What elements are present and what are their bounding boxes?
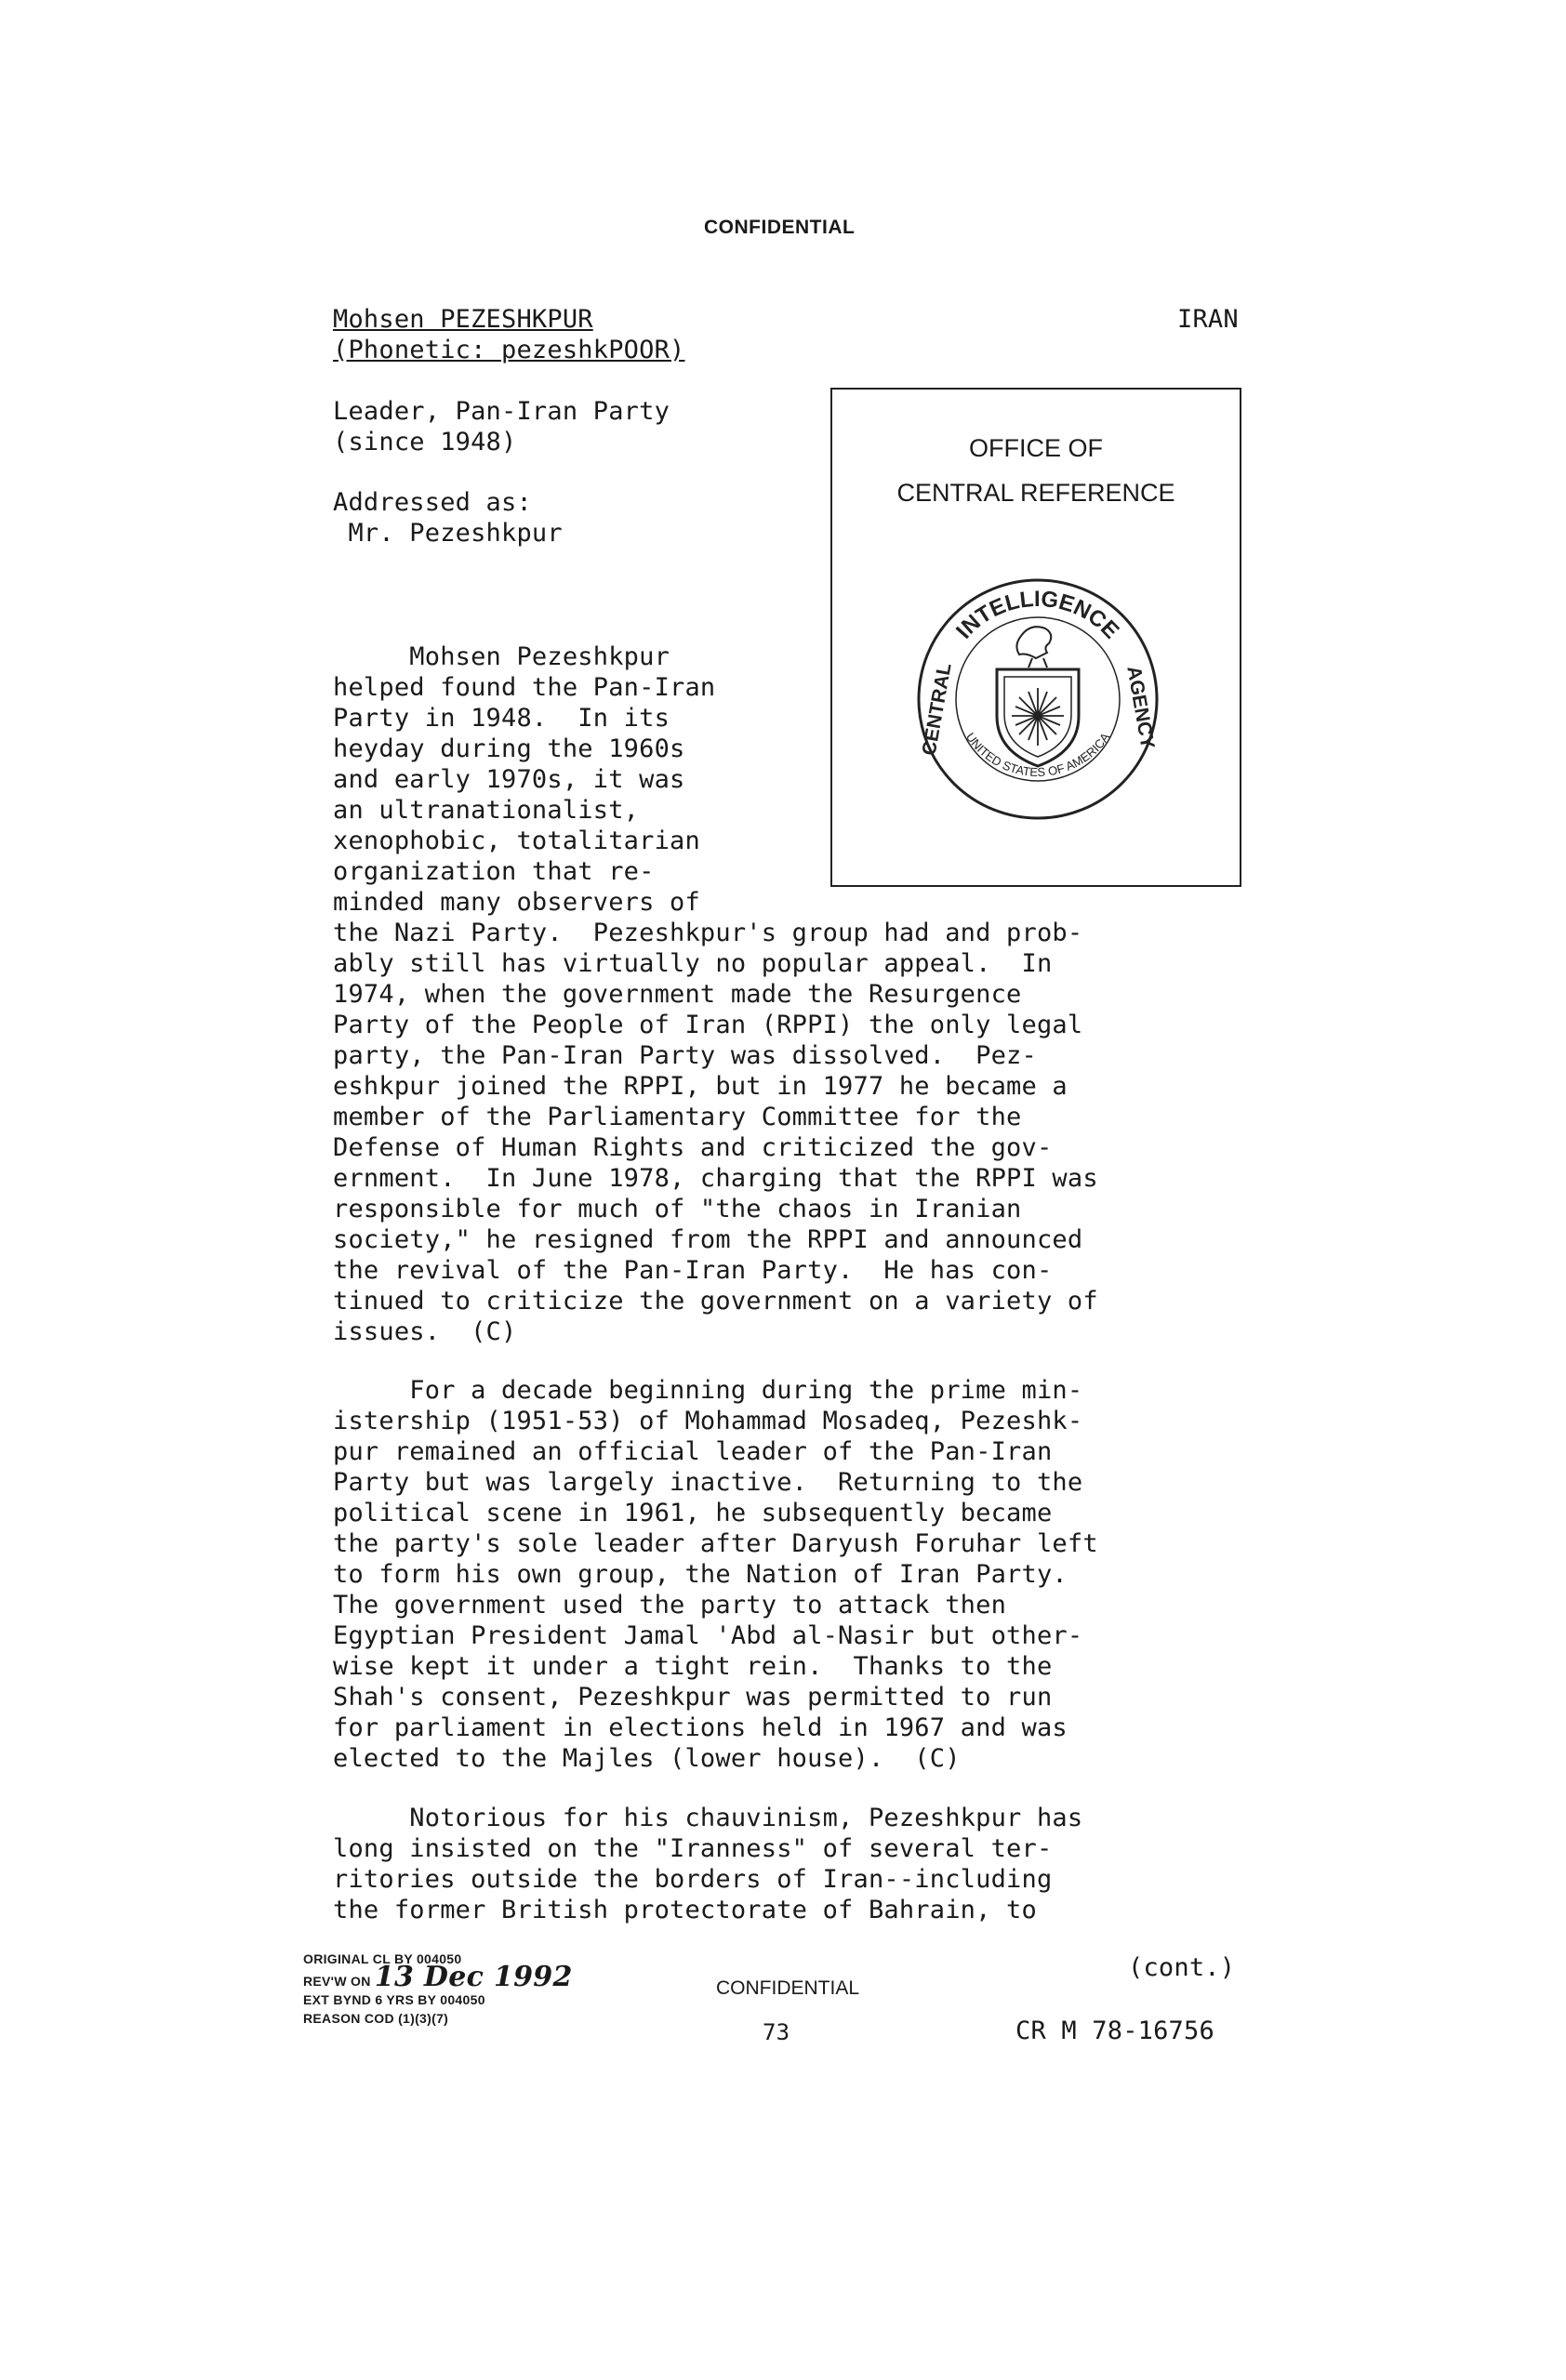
text-line: Party of the People of Iran (RPPI) the only legal <box>333 1011 1083 1039</box>
text-line: elected to the Majles (lower house). (C) <box>333 1744 961 1773</box>
classification-stamp <box>303 1950 573 2028</box>
text-line: helped found the Pan-Iran <box>333 673 716 702</box>
stamp-review-label: REV'W ON <box>303 1974 371 1989</box>
body-paragraph-1 <box>333 641 1098 1347</box>
text-line: The government used the party to attack then <box>333 1591 1007 1620</box>
text-line: ernment. In June 1978, charging that the RPPI was <box>333 1164 1098 1193</box>
text-line: minded many observers of <box>333 888 700 917</box>
stamp-line-extended: EXT BYND 6 YRS BY 004050 <box>303 1992 485 2007</box>
text-line: ritories outside the borders of Iran--including <box>333 1865 1053 1894</box>
text-line: the party's sole leader after Daryush Foruhar left <box>333 1529 1098 1558</box>
text-line: an ultranationalist, <box>333 796 640 825</box>
text-line: responsible for much of "the chaos in Iranian <box>333 1195 1022 1223</box>
body-paragraph-3 <box>333 1803 1082 1925</box>
document-number: CR M 78-16756 <box>1015 2016 1214 2045</box>
text-line: For a decade beginning during the prime min- <box>333 1376 1083 1405</box>
stamp-line-original: ORIGINAL CL BY 004050 <box>303 1951 462 1966</box>
text-line: political scene in 1961, he subsequently became <box>333 1499 1053 1527</box>
text-line: ably still has virtually no popular appeal. In <box>333 949 1053 978</box>
continued-marker: (cont.) <box>1128 1953 1236 1982</box>
text-line: Notorious for his chauvinism, Pezeshkpur has <box>333 1804 1083 1832</box>
text-line: istership (1951-53) of Mohammad Mosadeq, Pezeshk- <box>333 1407 1083 1435</box>
text-line: party, the Pan-Iran Party was dissolved. Pez- <box>333 1041 1037 1070</box>
classification-header: CONFIDENTIAL <box>704 217 856 238</box>
stamp-line-review <box>303 1961 573 1993</box>
seal-text-top: INTELLIGENCE <box>950 586 1124 644</box>
addressed-as <box>333 487 563 549</box>
position-since: (since 1948) <box>333 428 517 456</box>
text-line: society," he resigned from the RPPI and announced <box>333 1225 1083 1254</box>
text-line: Defense of Human Rights and criticized the gov- <box>333 1133 1053 1162</box>
text-line: the Nazi Party. Pezeshkpur's group had and prob- <box>333 919 1083 947</box>
text-line: pur remained an official leader of the Pan-Iran <box>333 1437 1053 1466</box>
subject-country: IRAN <box>1177 305 1239 334</box>
seal-text-right: AGENCY <box>1122 664 1159 751</box>
text-line: eshkpur joined the RPPI, but in 1977 he became a <box>333 1072 1068 1101</box>
position-title: Leader, Pan-Iran Party <box>333 397 670 426</box>
box-title-line2: CENTRAL REFERENCE <box>896 479 1175 507</box>
text-line: organization that re- <box>333 857 655 886</box>
addressed-value: Mr. Pezeshkpur <box>333 519 563 548</box>
text-line: tinued to criticize the government on a variety of <box>333 1287 1098 1316</box>
text-line: Egyptian President Jamal 'Abd al-Nasir but other- <box>333 1621 1083 1650</box>
text-line: Party in 1948. In its <box>333 704 670 733</box>
text-line: and early 1970s, it was <box>333 765 685 794</box>
box-title-line1: OFFICE OF <box>969 434 1103 462</box>
text-line: for parliament in elections held in 1967 and was <box>333 1713 1068 1742</box>
text-line: Party but was largely inactive. Returning to the <box>333 1468 1083 1497</box>
text-line: heyday during the 1960s <box>333 734 685 763</box>
stamp-review-date: 13 Dec 1992 <box>374 1961 573 1993</box>
text-line: Mohsen Pezeshkpur <box>333 642 670 671</box>
text-line: the revival of the Pan-Iran Party. He has con- <box>333 1256 1053 1285</box>
page-number: 73 <box>763 2019 790 2045</box>
subject-position <box>333 396 670 457</box>
text-line: wise kept it under a tight rein. Thanks to the <box>333 1652 1053 1681</box>
body-paragraph-2 <box>333 1375 1098 1774</box>
seal-text-left: CENTRAL <box>918 661 956 758</box>
text-line: issues. (C) <box>333 1317 517 1346</box>
addressed-label: Addressed as: <box>333 488 532 517</box>
text-line: xenophobic, totalitarian <box>333 826 700 855</box>
subject-name: Mohsen PEZESHKPUR <box>333 305 593 334</box>
text-line: 1974, when the government made the Resurgence <box>333 980 1022 1009</box>
text-line: member of the Parliamentary Committee for the <box>333 1103 1022 1131</box>
seal-text-bottom: UNITED STATES OF AMERICA <box>962 730 1113 780</box>
subject-phonetic: (Phonetic: pezeshkPOOR) <box>333 336 685 364</box>
stamp-line-reason: REASON COD (1)(3)(7) <box>303 2011 449 2026</box>
text-line: long insisted on the "Iranness" of several ter- <box>333 1834 1053 1863</box>
classification-footer: CONFIDENTIAL <box>716 1977 860 1999</box>
text-line: the former British protectorate of Bahrain, to <box>333 1896 1037 1924</box>
text-line: Shah's consent, Pezeshkpur was permitted to run <box>333 1683 1053 1712</box>
text-line: to form his own group, the Nation of Iran Party. <box>333 1560 1068 1589</box>
